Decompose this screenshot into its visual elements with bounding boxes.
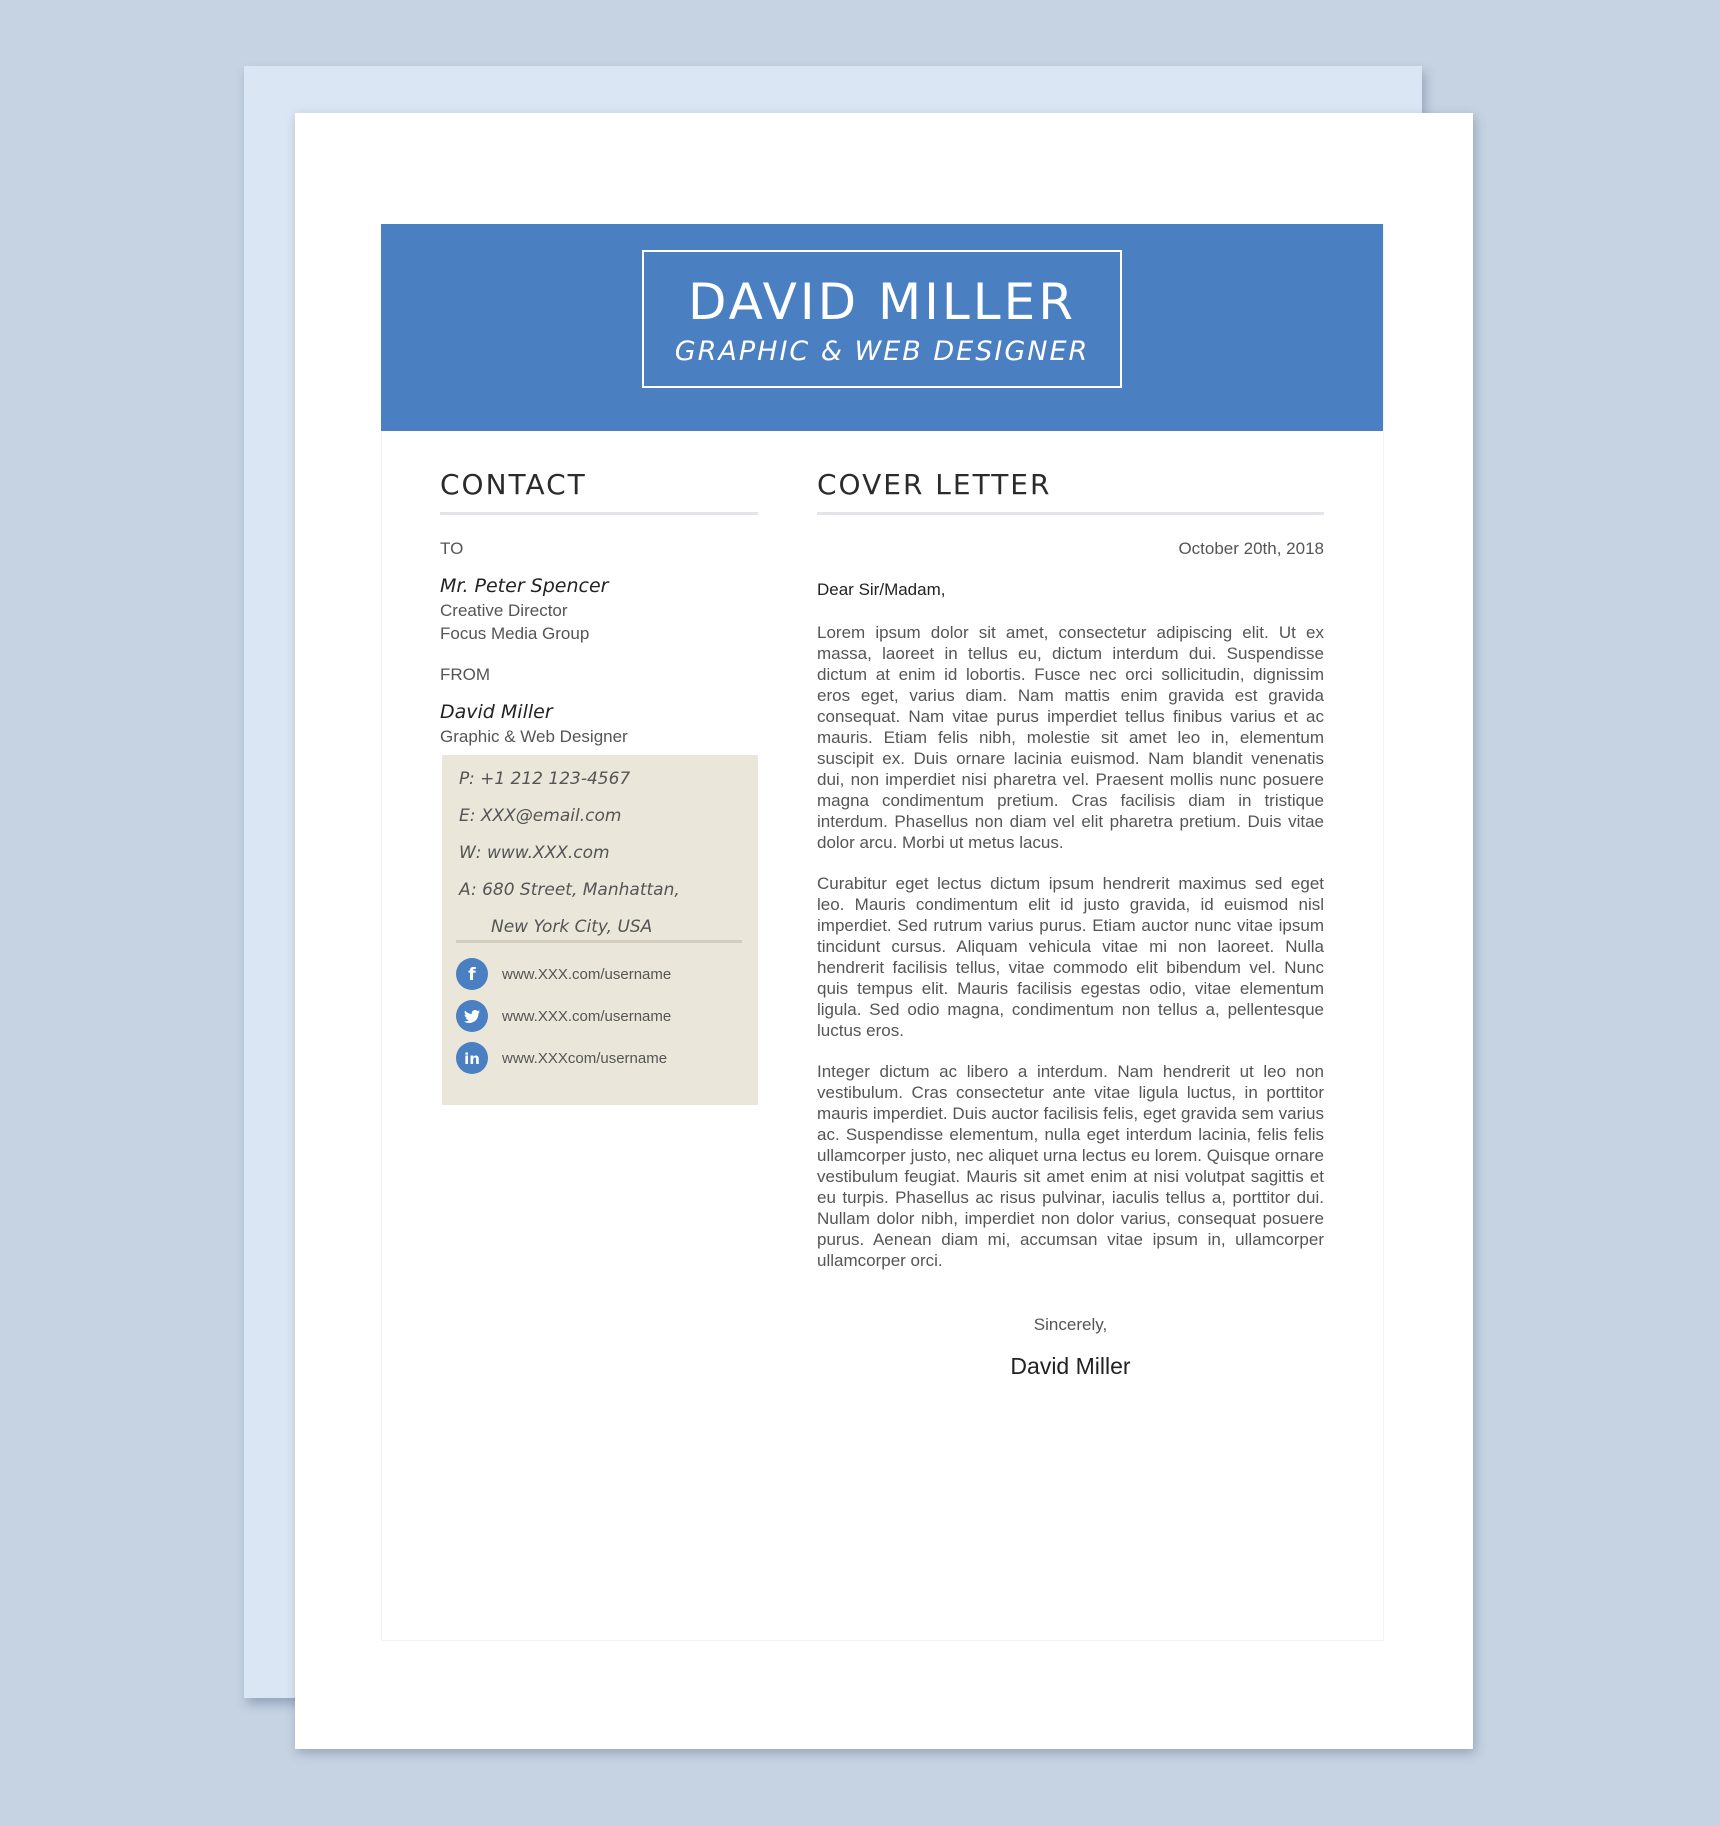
cover-letter-column	[817, 465, 1324, 1381]
contact-details-box	[442, 755, 758, 1105]
facebook-url[interactable]: www.XXX.com/username	[502, 965, 672, 983]
website-text: W: www.XXX.com	[459, 843, 610, 863]
linkedin-icon	[456, 1042, 488, 1074]
twitter-icon	[456, 1000, 488, 1032]
svg-text:in: in	[464, 1050, 480, 1068]
facebook-icon	[456, 958, 488, 990]
letter-paragraph: Curabitur eget lectus dictum ipsum hendrerit maximus sed eget leo. Mauris condimentum elit id justo gravida, id euismod nisl imperdiet. Sed rutrum varius purus. Etiam auctor nunc vitae ipsum tincidunt cursus. Aliquam vehicula vitae mi non laoreet. Nulla hendrerit facilisis tellus, vitae commodo elit bibendum vel. Nunc quis tempus elit. Mauris facilisis egestas odio, vitae elementum ligula. Sed odio magna, condimentum non tellus a, pellentesque luctus eros.	[817, 874, 1324, 1040]
letter-signature: David Miller	[1010, 1353, 1131, 1379]
letter-greeting: Dear Sir/Madam,	[817, 580, 946, 599]
address-line-2: New York City, USA	[491, 917, 653, 937]
cover-letter-heading: COVER LETTER	[817, 465, 1324, 515]
letter-date: October 20th, 2018	[1178, 539, 1324, 558]
from-label: FROM	[440, 665, 491, 684]
header-band	[381, 224, 1383, 431]
header-job-title: GRAPHIC & WEB DESIGNER	[674, 336, 1090, 367]
sender-name: David Miller	[440, 701, 553, 723]
letter-paragraph: Integer dictum ac libero a interdum. Nam hendrerit ut leo non vestibulum. Cras consectetur ante vitae ligula luctus, in porttitor mauris imperdiet. Duis auctor facilisis felis, eget gravida sem varius ac. Suspendisse elementum, nulla eget interdum lacinia, felis felis ullamcorper justo, nec aliquet urna lectus eu lorem. Quisque ornare vestibulum feugiat. Mauris sit amet enim at nisi volutpat sagittis et eu turpis. Phasellus ac risus pulvinar, iaculis tellus a, porttitor dui. Nullam dolor nibh, imperdiet non dolor varius, consequat posuere purus. Aenean diam mi, accumsan vitae ipsum in, ullamcorper ullamcorper orci.	[817, 1062, 1324, 1270]
recipient-role: Creative Director	[440, 601, 568, 620]
sender-role: Graphic & Web Designer	[440, 727, 628, 746]
contact-column	[440, 465, 758, 1068]
resume-page	[295, 113, 1473, 1749]
linkedin-url[interactable]: www.XXXcom/username	[502, 1049, 668, 1067]
social-twitter[interactable]	[456, 1000, 671, 1032]
recipient-name: Mr. Peter Spencer	[440, 575, 609, 597]
email-text: E: XXX@email.com	[459, 806, 622, 826]
phone-text: P: +1 212 123-4567	[459, 769, 631, 789]
twitter-url[interactable]: www.XXX.com/username	[502, 1007, 672, 1025]
name-box	[642, 250, 1122, 388]
svg-text:f: f	[468, 965, 476, 985]
recipient-company: Focus Media Group	[440, 624, 590, 643]
letter-paragraph: Lorem ipsum dolor sit amet, consectetur adipiscing elit. Ut ex massa, laoreet in tellus eu, dictum interdum dui. Suspendisse dictum at enim id lobortis. Fusce nec orci sollicitudin, dignissim eros eget, varius diam. Nam mattis enim gravida est gravida consequat. Nam vitae purus imperdiet tellus finibus varius et ac mauris. Etiam felis nibh, molestie sit amet leo in, elementum suscipit ex. Duis ornare lacinia euismod. Nam blandit venenatis dui, non imperdiet nisi pharetra vel. Praesent mollis nunc posuere magna condimentum pretium. Cras facilisis diam in tristique interdum. Phasellus non diam vel elit pharetra pretium. Duis vitae dolor arcu. Morbi ut metus lacus.	[817, 623, 1324, 852]
address-line-1: A: 680 Street, Manhattan,	[459, 880, 680, 900]
letter-closing: Sincerely,	[1033, 1315, 1108, 1334]
contact-heading: CONTACT	[440, 465, 758, 515]
social-facebook[interactable]	[456, 958, 671, 990]
social-linkedin[interactable]	[456, 1042, 667, 1074]
contact-divider	[456, 940, 742, 943]
header-name: DAVID MILLER	[688, 273, 1076, 331]
to-label: TO	[440, 539, 464, 558]
